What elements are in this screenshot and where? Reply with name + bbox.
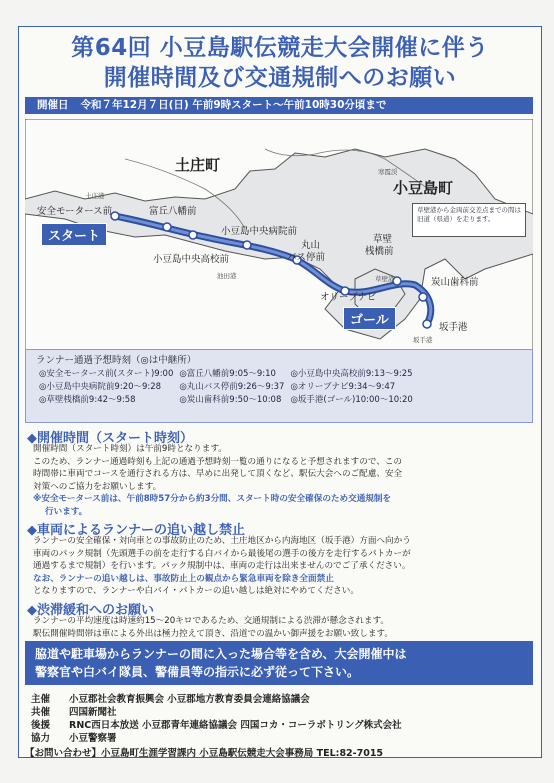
station-label-6: 草壁 — [373, 234, 393, 245]
organizer-role: 共催 — [31, 707, 51, 718]
date-value: 令和７年12月７日(日) 午前9時スタート～午前10時30分頃まで — [80, 99, 387, 111]
schedule-box — [25, 349, 533, 423]
callout-line-2: 警察官や白バイ隊員、警備員等の指示に必ず従って下さい。 — [35, 665, 360, 679]
para-line: 対策へのご協力をお願いします。 — [33, 481, 162, 492]
para-line: 開催時間（スタート時刻）は午前9時となります。 — [33, 444, 227, 454]
section-heading-no-passing: ◆車両によるランナーの追い越し禁止 — [27, 523, 245, 538]
place-sakate-port: 坂手港 — [413, 336, 433, 344]
schedule-cell: ◎坂手港(ゴール)10:00～10:20 — [290, 394, 413, 405]
section-body-time — [33, 443, 533, 518]
organizer-row — [31, 704, 117, 718]
schedule-row — [36, 392, 416, 405]
schedule-title: ランナー通過予想時刻（◎は中継所） — [36, 355, 197, 366]
schedule-row — [36, 366, 416, 379]
callout-line-1: 脇道や駐車場からランナーの間に入った場合等を含め、大会開催中は — [35, 647, 407, 661]
section-heading-congestion: ◆渋滞緩和へのお願い — [27, 603, 154, 618]
organizer-names: 小豆郡社会教育振興会 小豆郡地方教育委員会連絡協議会 — [69, 694, 310, 705]
para-line: 時間帯に車両でコースを通行される方は、早めに出発して頂くなど、駅伝大会へのご配慮、安全 — [33, 469, 403, 479]
start-badge: スタート — [41, 223, 107, 246]
place-tonosho-port: 土庄港 — [85, 192, 105, 200]
schedule-cell: ◎草壁桟橋前9:42～9:58 — [39, 394, 136, 405]
section-body-congestion — [33, 615, 533, 640]
organizer-role: 主催 — [31, 694, 51, 705]
goal-badge: ゴール — [343, 307, 396, 330]
organizer-row — [31, 691, 310, 705]
place-kusakabe-port: 草壁港 — [375, 275, 395, 283]
organizer-names: RNC西日本放送 小豆郡青年連絡協議会 四国コカ・コーラボトリング株式会社 — [69, 720, 402, 731]
page-title — [19, 33, 541, 93]
station-label-5: バス停前 — [287, 252, 326, 263]
para-line: 行います。 — [45, 506, 88, 517]
date-bar — [25, 97, 533, 114]
schedule-cell: ◎小豆島中央病院前9:20～9:28 — [39, 381, 162, 392]
schedule-cell: ◎安全モータース前(スタート)9:00 — [39, 368, 174, 379]
organizer-row — [31, 730, 117, 744]
section-heading-time: ◆開催時間（スタート時刻） — [27, 431, 193, 446]
para-line: 車両のパック規制（先頭選手の前を走行する白バイから最後尾の選手の後方を走行するパトカーが — [33, 548, 411, 559]
station-label-4: 丸山 — [301, 240, 321, 251]
organizer-names: 小豆警察署 — [69, 733, 117, 744]
organizer-role: 協力 — [31, 733, 51, 744]
station-label-1: 富丘八幡前 — [149, 206, 197, 217]
schedule-cell: ◎炭山歯科前9:50～10:08 — [179, 394, 282, 405]
route-note: 草壁港から金両前交差点までの間は旧道（県道）を走ります。 — [412, 203, 526, 237]
para-line: となりますので、ランナーや白バイ・パトカーの追い越しは絶対にやめてください。 — [33, 586, 359, 596]
schedule-cell: ◎小豆島中央高校前9:13～9:25 — [290, 368, 413, 379]
para-line: ランナーの安全確保・対向車との事故防止のため、土庄地区から内海地区（坂手港）方面へ向かう — [33, 536, 411, 546]
instruction-callout — [25, 641, 533, 685]
para-line: ※安全モータース前は、午前8時57分から約3分間、スタート時の安全確保のため交通規制を — [33, 494, 392, 504]
title-line-1: 第64回 小豆島駅伝競走大会開催に伴う — [71, 35, 489, 61]
title-line-2: 開催時間及び交通規制へのお願い — [103, 65, 457, 91]
date-label: 開催日 — [37, 99, 69, 111]
para-line: このため、ランナー通過時刻も上記の通過予想時刻一覧の通りになると予想されますので、この — [33, 456, 403, 467]
schedule-cell: ◎オリーブナビ9:34～9:47 — [290, 381, 396, 392]
station-label-7: 桟橋前 — [365, 246, 394, 257]
para-line: 通過するまで規制）を行います。パック規制中は、車両の走行は出来ませんのでご了承ください。 — [33, 561, 411, 571]
station-label-0: 安全モータース前 — [37, 206, 113, 217]
flyer-frame — [18, 26, 542, 758]
station-label-3: 小豆島中央高校前 — [153, 254, 230, 265]
course-map — [25, 119, 533, 351]
organizer-names: 四国新聞社 — [69, 707, 117, 718]
para-line: 駅伝開催時間帯は車による外出は極力控えて頂き、沿道での温かい御声援をお願い致します。 — [33, 628, 393, 639]
place-ikedako: 池田港 — [217, 272, 237, 280]
schedule-row — [36, 379, 416, 392]
organizer-role: 後援 — [31, 720, 51, 731]
contact-info: 【お問い合わせ】小豆島町生涯学習課内 小豆島駅伝競走大会事務局 TEL:82-7015 — [25, 748, 384, 759]
para-line: なお、ランナーの追い越しは、事故防止上の観点から緊急車両を除き全面禁止 — [33, 573, 334, 584]
town-shodoshima: 小豆島町 — [393, 179, 454, 197]
station-label-2: 小豆島中央病院前 — [221, 226, 298, 237]
section-body-no-passing — [33, 535, 533, 598]
place-kankakei: 寒霞渓 — [378, 168, 398, 176]
schedule-cell: ◎富丘八幡前9:05～9:10 — [179, 368, 276, 379]
organizer-row — [31, 717, 402, 731]
schedule-cell: ◎丸山バス停前9:26～9:37 — [179, 381, 285, 392]
para-line: ランナーの平均速度は時速約15～20キロであるため、交通規制による渋滞が懸念されます。 — [33, 616, 389, 626]
schedule-table — [36, 366, 416, 405]
station-label-9: 炭山歯科前 — [431, 277, 479, 288]
station-label-8: オリーブナビ — [320, 292, 377, 303]
station-label-10: 坂手港 — [439, 322, 468, 333]
town-tonosho: 土庄町 — [175, 156, 221, 174]
